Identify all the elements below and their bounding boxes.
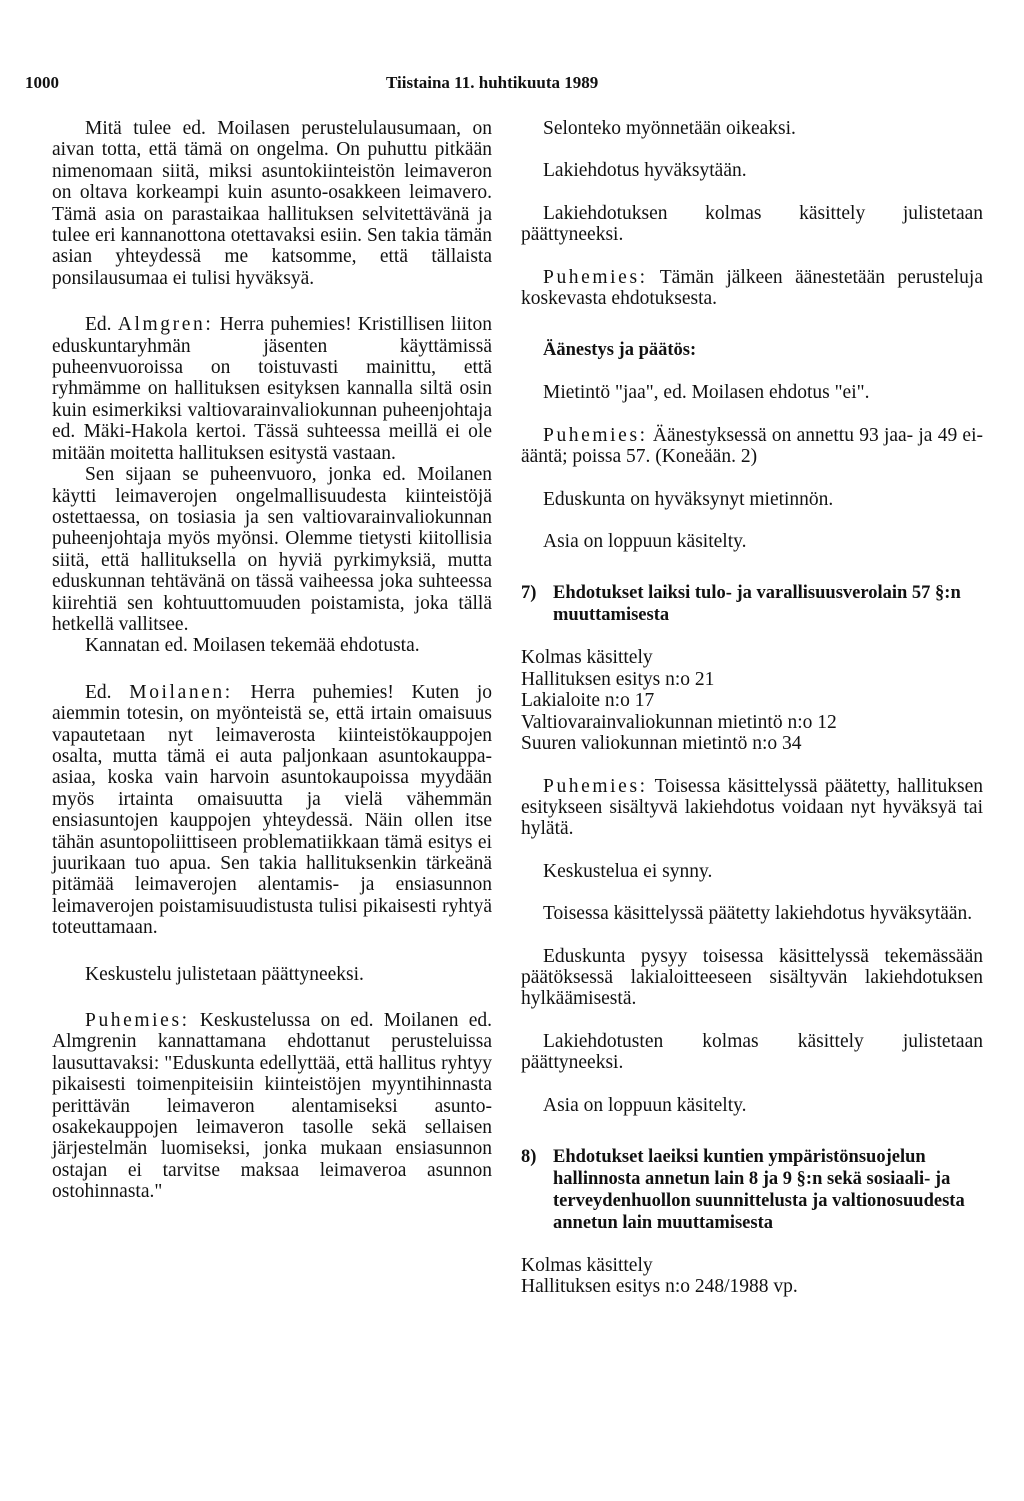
section-7-documents: [521, 647, 983, 754]
speech-almgren: [52, 314, 492, 464]
speaker-name: Puhemies:: [543, 775, 648, 797]
speaker-name: Moilanen:: [129, 681, 233, 703]
document-line: Lakialoite n:o 17: [521, 690, 655, 712]
section-heading: Ehdotukset laeiksi kuntien ympäristönsuojelun hallinnosta annetun lain 8 ja 9 §:n sekä sosiaali- ja terveydenhuollon suunnittelusta ja valtionosuudesta annetun lain muuttamisesta: [553, 1146, 965, 1233]
paragraph-third-reading-closed: Lakiehdotuksen kolmas käsittely julistetaan päättyneeksi.: [521, 202, 983, 246]
section-heading: Ehdotukset laiksi tulo- ja varallisuusverolain 57 §:n muuttamisesta: [553, 583, 961, 626]
matter-concluded: Asia on loppuun käsitelty.: [543, 531, 747, 553]
speaker-name: Almgren:: [117, 314, 214, 336]
document-line: Kolmas käsittely: [521, 647, 653, 669]
session-date: Tiistaina 11. huhtikuuta 1989: [386, 73, 599, 92]
speech-almgren-p3: Kannatan ed. Moilasen tekemää ehdotusta.: [85, 635, 420, 657]
speech-text: Äänestyksessä on annettu 93 jaa- ja 49 ei-ääntä; poissa 57. (Koneään. 2): [521, 424, 983, 468]
speaker-name: Puhemies:: [543, 424, 648, 446]
right-column: [521, 118, 983, 1298]
vote-options: Mietintö "jaa", ed. Moilasen ehdotus "ei".: [543, 382, 870, 404]
document-line: Suuren valiokunnan mietintö n:o 34: [521, 733, 802, 755]
no-debate: Keskustelua ei synny.: [543, 860, 713, 882]
speech-moilanen: [52, 682, 492, 939]
document-line: Kolmas käsittely: [521, 1254, 653, 1276]
section-number: 8): [521, 1146, 537, 1167]
paragraph-moilanen-response: Mitä tulee ed. Moilasen perustelulausumaan, on aivan totta, että tämä on ongelma. On puhuttu pitkään nimenomaan siitä, miksi asuntokiinteistön leimaveron on oltava korkeampi kuin asunto-osakkeen leimavero. Tämä asia on parastaikaa hallituksen selvitettävänä ja tulee eri kannanottona otettavaksi esiin. Sen takia tämän asian yhteydessä me katsomme, että tällaista ponsilausumaa ei tulisi hyväksyä.: [52, 118, 492, 289]
speaker-prefix: Ed.: [85, 681, 112, 703]
debate-closed: Keskustelu julistetaan päättyneeksi.: [85, 963, 364, 985]
section-8-title: [521, 1146, 983, 1234]
speech-puhemies: [52, 1010, 492, 1203]
section-7-title: [521, 582, 983, 626]
document-line: Hallituksen esitys n:o 248/1988 vp.: [521, 1276, 798, 1298]
matter-concluded: Asia on loppuun käsitelty.: [543, 1094, 747, 1116]
bill-approved: Toisessa käsittelyssä päätetty lakiehdotus hyväksytään.: [543, 903, 973, 925]
speech-text: Herra puhemies! Kristillisen liiton eduskuntaryhmän jäsenten käyttämissä puheenvuoroissa on toistuvasti mainittu, että ryhmämme on hallituksen esityksen kannalla siltä osin kuin esimerkiksi valtiovarainvaliokunnan puheenjohtaja ed. Mäki-Hakola kertoi. Tässä suhteessa meillä ei ole mitään moitetta hallituksen esitystä vastaan.: [52, 314, 493, 464]
speaker-prefix: Ed.: [85, 314, 112, 336]
document-line: Valtiovarainvaliokunnan mietintö n:o 12: [521, 711, 837, 733]
left-column: [52, 118, 492, 1203]
speech-almgren-p2: Sen sijaan se puheenvuoro, jonka ed. Moilanen käytti leimaverojen ongelmallisuudesta kiinteistöjä ostettaessa, on tosiasia ja sen valtiovarainvaliokunnan puheenjohtaja myös myönsi. Olemme tietysti kiitollisia siitä, että hallituksella on hyviä pyrkimyksiä, mutta eduskunnan tehtävänä on tässä vaiheessa joka suhteessa kiirehtiä sen kohtuuttomuuden poistamista, joka tällä hetkellä vallitsee.: [52, 464, 492, 635]
speech-puhemies-vote: [521, 267, 983, 310]
vote-result: [521, 425, 983, 468]
page-number: 1000: [25, 73, 59, 92]
speech-text: Keskustelussa on ed. Moilanen ed. Almgrenin kannattamana ehdottanut perusteluissa lausuttavaksi: "Eduskunta edellyttää, että hallitus ryhtyy pikaisesti toimenpiteisiin kiinteistöjen myyntihinnasta perittävän leimaveron alentamiseksi asunto-osakekauppojen leimaveron tasolle sekä sellaisen järjestelmän luomiseksi, jonka mukaan ensiasunnon ostajan ei tarvitse maksaa leimaveroa asunnon ostohinnasta.": [52, 1010, 492, 1203]
section-8-documents: [521, 1255, 983, 1298]
section-7-puhemies: [521, 776, 983, 840]
decision-approved: Eduskunta on hyväksynyt mietinnön.: [543, 488, 834, 510]
vote-heading: Äänestys ja päätös:: [543, 340, 697, 361]
speaker-name: Puhemies:: [543, 266, 648, 288]
initiative-rejected: Eduskunta pysyy toisessa käsittelyssä tekemässään päätöksessä lakialoitteeseen sisältyvän lakiehdotuksen hylkäämisestä.: [521, 945, 983, 1010]
third-reading-closed: Lakiehdotusten kolmas käsittely julistetaan päättyneeksi.: [521, 1030, 983, 1074]
speech-text: Herra puhemies! Kuten jo aiemmin totesin, on myönteistä se, että irtain omaisuus vapautetaan nyt leimaverosta kiinteistökauppojen osalta, mutta tämä ei auta paljonkaan asuntokauppa-asiaa, koska vain harvoin asuntokaupoissa myydään myös irtainta omaisuutta ja vielä vähemmän ensiasuntojen kauppojen yhteydessä. Näin ollen itse tähän asuntopoliittiseen problematiikkaan tämä esitys ei juurikaan tuo apua. Sen takia hallituksenkin tärkeänä pitämää leimaverojen alentamis- ja ensiasunnon leimaverojen poistamisuudistusta tulisi pikaisesti ryhtyä toteuttamaan.: [52, 681, 493, 939]
section-number: 7): [521, 583, 537, 604]
paragraph-bill-approved: Lakiehdotus hyväksytään.: [543, 160, 747, 182]
page-header: [0, 73, 1024, 97]
paragraph-report-approved: Selonteko myönnetään oikeaksi.: [543, 118, 796, 139]
speech-text: Tämän jälkeen äänestetään perusteluja koskevasta ehdotuksesta.: [521, 266, 983, 310]
speech-text: Toisessa käsittelyssä päätetty, hallituksen esitykseen sisältyvä lakiehdotus voidaan nyt hyväksyä tai hylätä.: [521, 775, 983, 840]
document-line: Hallituksen esitys n:o 21: [521, 668, 715, 690]
speaker-name: Puhemies:: [85, 1010, 190, 1032]
